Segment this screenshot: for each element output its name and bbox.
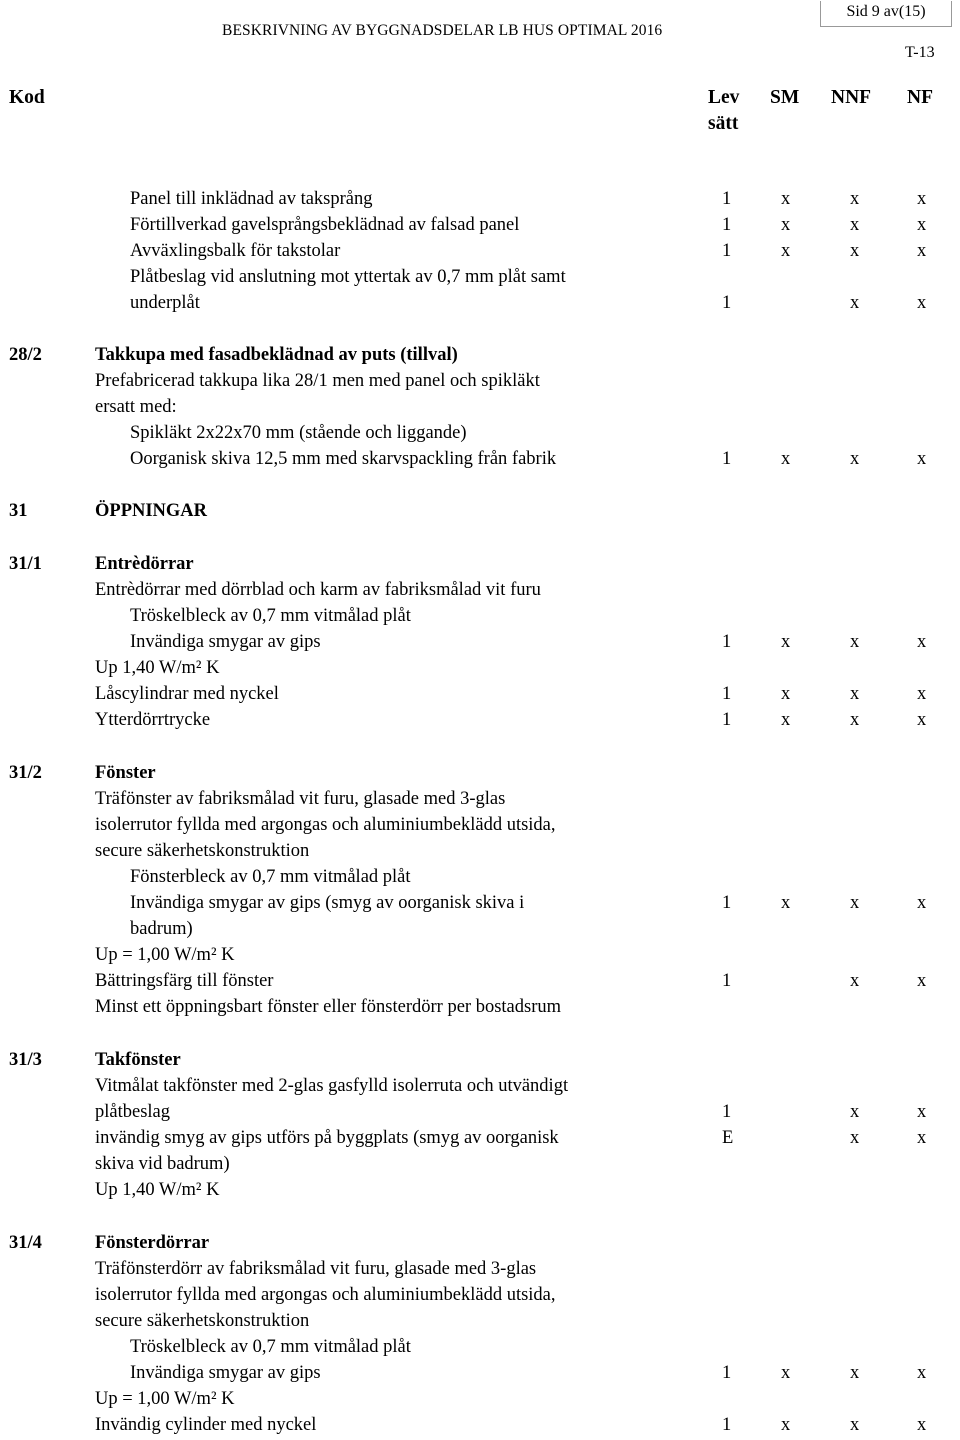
lev-value: 1 [722, 632, 732, 652]
row-text: skiva vid badrum) [95, 1154, 230, 1174]
row-text: Up 1,40 W/m² K [95, 1180, 220, 1200]
row-text: Träfönster av fabriksmålad vit furu, glasade med 3-glas [95, 789, 506, 809]
row-code: 31/1 [9, 554, 42, 574]
nf-mark: x [917, 710, 927, 730]
row-text: Up 1,40 W/m² K [95, 658, 220, 678]
nf-mark: x [917, 241, 927, 261]
row-text: Prefabricerad takkupa lika 28/1 men med panel och spikläkt [95, 371, 540, 391]
column-header-nf: NF [907, 87, 933, 108]
sm-mark: x [781, 1363, 791, 1383]
column-header-sm: SM [770, 87, 800, 108]
nnf-mark: x [850, 1128, 860, 1148]
sm-mark: x [781, 684, 791, 704]
sm-mark: x [781, 189, 791, 209]
row-text: Up = 1,00 W/m² K [95, 1389, 235, 1409]
row-code: 31/4 [9, 1233, 42, 1253]
sm-mark: x [781, 449, 791, 469]
row-text: Panel till inklädnad av taksprång [130, 189, 373, 209]
row-code: 28/2 [9, 345, 42, 365]
section-heading: Fönsterdörrar [95, 1233, 210, 1253]
section-heading: Entrèdörrar [95, 554, 194, 574]
nnf-mark: x [850, 1102, 860, 1122]
lev-value: 1 [722, 1102, 732, 1122]
section-code: T-13 [905, 44, 935, 61]
nnf-mark: x [850, 293, 860, 313]
row-text: ersatt med: [95, 397, 177, 417]
row-text: badrum) [130, 919, 193, 939]
nf-mark: x [917, 189, 927, 209]
row-text: underplåt [130, 293, 200, 313]
row-text: secure säkerhetskonstruktion [95, 1311, 310, 1331]
nnf-mark: x [850, 1363, 860, 1383]
nf-mark: x [917, 1102, 927, 1122]
nnf-mark: x [850, 449, 860, 469]
row-text: Up = 1,00 W/m² K [95, 945, 235, 965]
row-text: Invändiga smygar av gips (smyg av oorganisk skiva i [130, 893, 525, 913]
lev-value: 1 [722, 893, 732, 913]
row-text: Invändig cylinder med nyckel [95, 1415, 317, 1435]
column-header-nnf: NNF [831, 87, 872, 108]
page-number: Sid 9 av(15) [820, 1, 952, 27]
section-heading: Takkupa med fasadbeklädnad av puts (tillval) [95, 345, 458, 365]
lev-value: E [722, 1128, 734, 1148]
nf-mark: x [917, 1128, 927, 1148]
lev-value: 1 [722, 449, 732, 469]
nnf-mark: x [850, 215, 860, 235]
sm-mark: x [781, 893, 791, 913]
sm-mark: x [781, 1415, 791, 1435]
row-code: 31/2 [9, 763, 42, 783]
lev-value: 1 [722, 684, 732, 704]
row-text: Minst ett öppningsbart fönster eller fönsterdörr per bostadsrum [95, 997, 561, 1017]
row-text: invändig smyg av gips utförs på byggplats (smyg av oorganisk [95, 1128, 559, 1148]
row-text: plåtbeslag [95, 1102, 171, 1122]
nf-mark: x [917, 893, 927, 913]
column-header-lev: Lev [708, 87, 740, 108]
row-text: Entrèdörrar med dörrblad och karm av fabriksmålad vit furu [95, 580, 541, 600]
lev-value: 1 [722, 1415, 732, 1435]
sm-mark: x [781, 241, 791, 261]
row-text: Oorganisk skiva 12,5 mm med skarvspackling från fabrik [130, 449, 557, 469]
row-text: Plåtbeslag vid anslutning mot yttertak av 0,7 mm plåt samt [130, 267, 566, 287]
nnf-mark: x [850, 632, 860, 652]
document-title: BESKRIVNING AV BYGGNADSDELAR LB HUS OPTIMAL 2016 [222, 22, 663, 39]
row-text: Ytterdörrtrycke [95, 710, 211, 730]
lev-value: 1 [722, 215, 732, 235]
nnf-mark: x [850, 1415, 860, 1435]
nf-mark: x [917, 1363, 927, 1383]
section-heading: Fönster [95, 763, 156, 783]
lev-value: 1 [722, 241, 732, 261]
column-header-kod: Kod [9, 87, 45, 108]
row-text: Tröskelbleck av 0,7 mm vitmålad plåt [130, 1337, 411, 1357]
nf-mark: x [917, 971, 927, 991]
sm-mark: x [781, 215, 791, 235]
lev-value: 1 [722, 293, 732, 313]
lev-value: 1 [722, 971, 732, 991]
nnf-mark: x [850, 684, 860, 704]
column-header-satt: sätt [708, 113, 739, 134]
row-text: Träfönsterdörr av fabriksmålad vit furu, glasade med 3-glas [95, 1259, 537, 1279]
nnf-mark: x [850, 241, 860, 261]
lev-value: 1 [722, 1363, 732, 1383]
sm-mark: x [781, 632, 791, 652]
row-text: isolerrutor fyllda med argongas och aluminiumbeklädd utsida, [95, 1285, 556, 1305]
row-text: Invändiga smygar av gips [130, 1363, 321, 1383]
row-text: Invändiga smygar av gips [130, 632, 321, 652]
lev-value: 1 [722, 189, 732, 209]
row-text: Bättringsfärg till fönster [95, 971, 274, 991]
sm-mark: x [781, 710, 791, 730]
row-text: secure säkerhetskonstruktion [95, 841, 310, 861]
nf-mark: x [917, 449, 927, 469]
row-text: Avväxlingsbalk för takstolar [130, 241, 341, 261]
row-text: Fönsterbleck av 0,7 mm vitmålad plåt [130, 867, 411, 887]
row-text: Tröskelbleck av 0,7 mm vitmålad plåt [130, 606, 411, 626]
row-text: isolerrutor fyllda med argongas och aluminiumbeklädd utsida, [95, 815, 556, 835]
row-code: 31 [9, 501, 28, 521]
row-text: Spikläkt 2x22x70 mm (stående och liggande) [130, 423, 467, 443]
nnf-mark: x [850, 189, 860, 209]
section-heading: Takfönster [95, 1050, 181, 1070]
row-code: 31/3 [9, 1050, 42, 1070]
row-text: Låscylindrar med nyckel [95, 684, 279, 704]
section-heading: ÖPPNINGAR [95, 501, 208, 521]
nnf-mark: x [850, 893, 860, 913]
nf-mark: x [917, 293, 927, 313]
lev-value: 1 [722, 710, 732, 730]
nf-mark: x [917, 684, 927, 704]
nf-mark: x [917, 632, 927, 652]
nnf-mark: x [850, 710, 860, 730]
row-text: Förtillverkad gavelsprångsbeklädnad av falsad panel [130, 215, 520, 235]
row-text: Vitmålat takfönster med 2-glas gasfylld isolerruta och utvändigt [95, 1076, 569, 1096]
nf-mark: x [917, 215, 927, 235]
nnf-mark: x [850, 971, 860, 991]
nf-mark: x [917, 1415, 927, 1435]
